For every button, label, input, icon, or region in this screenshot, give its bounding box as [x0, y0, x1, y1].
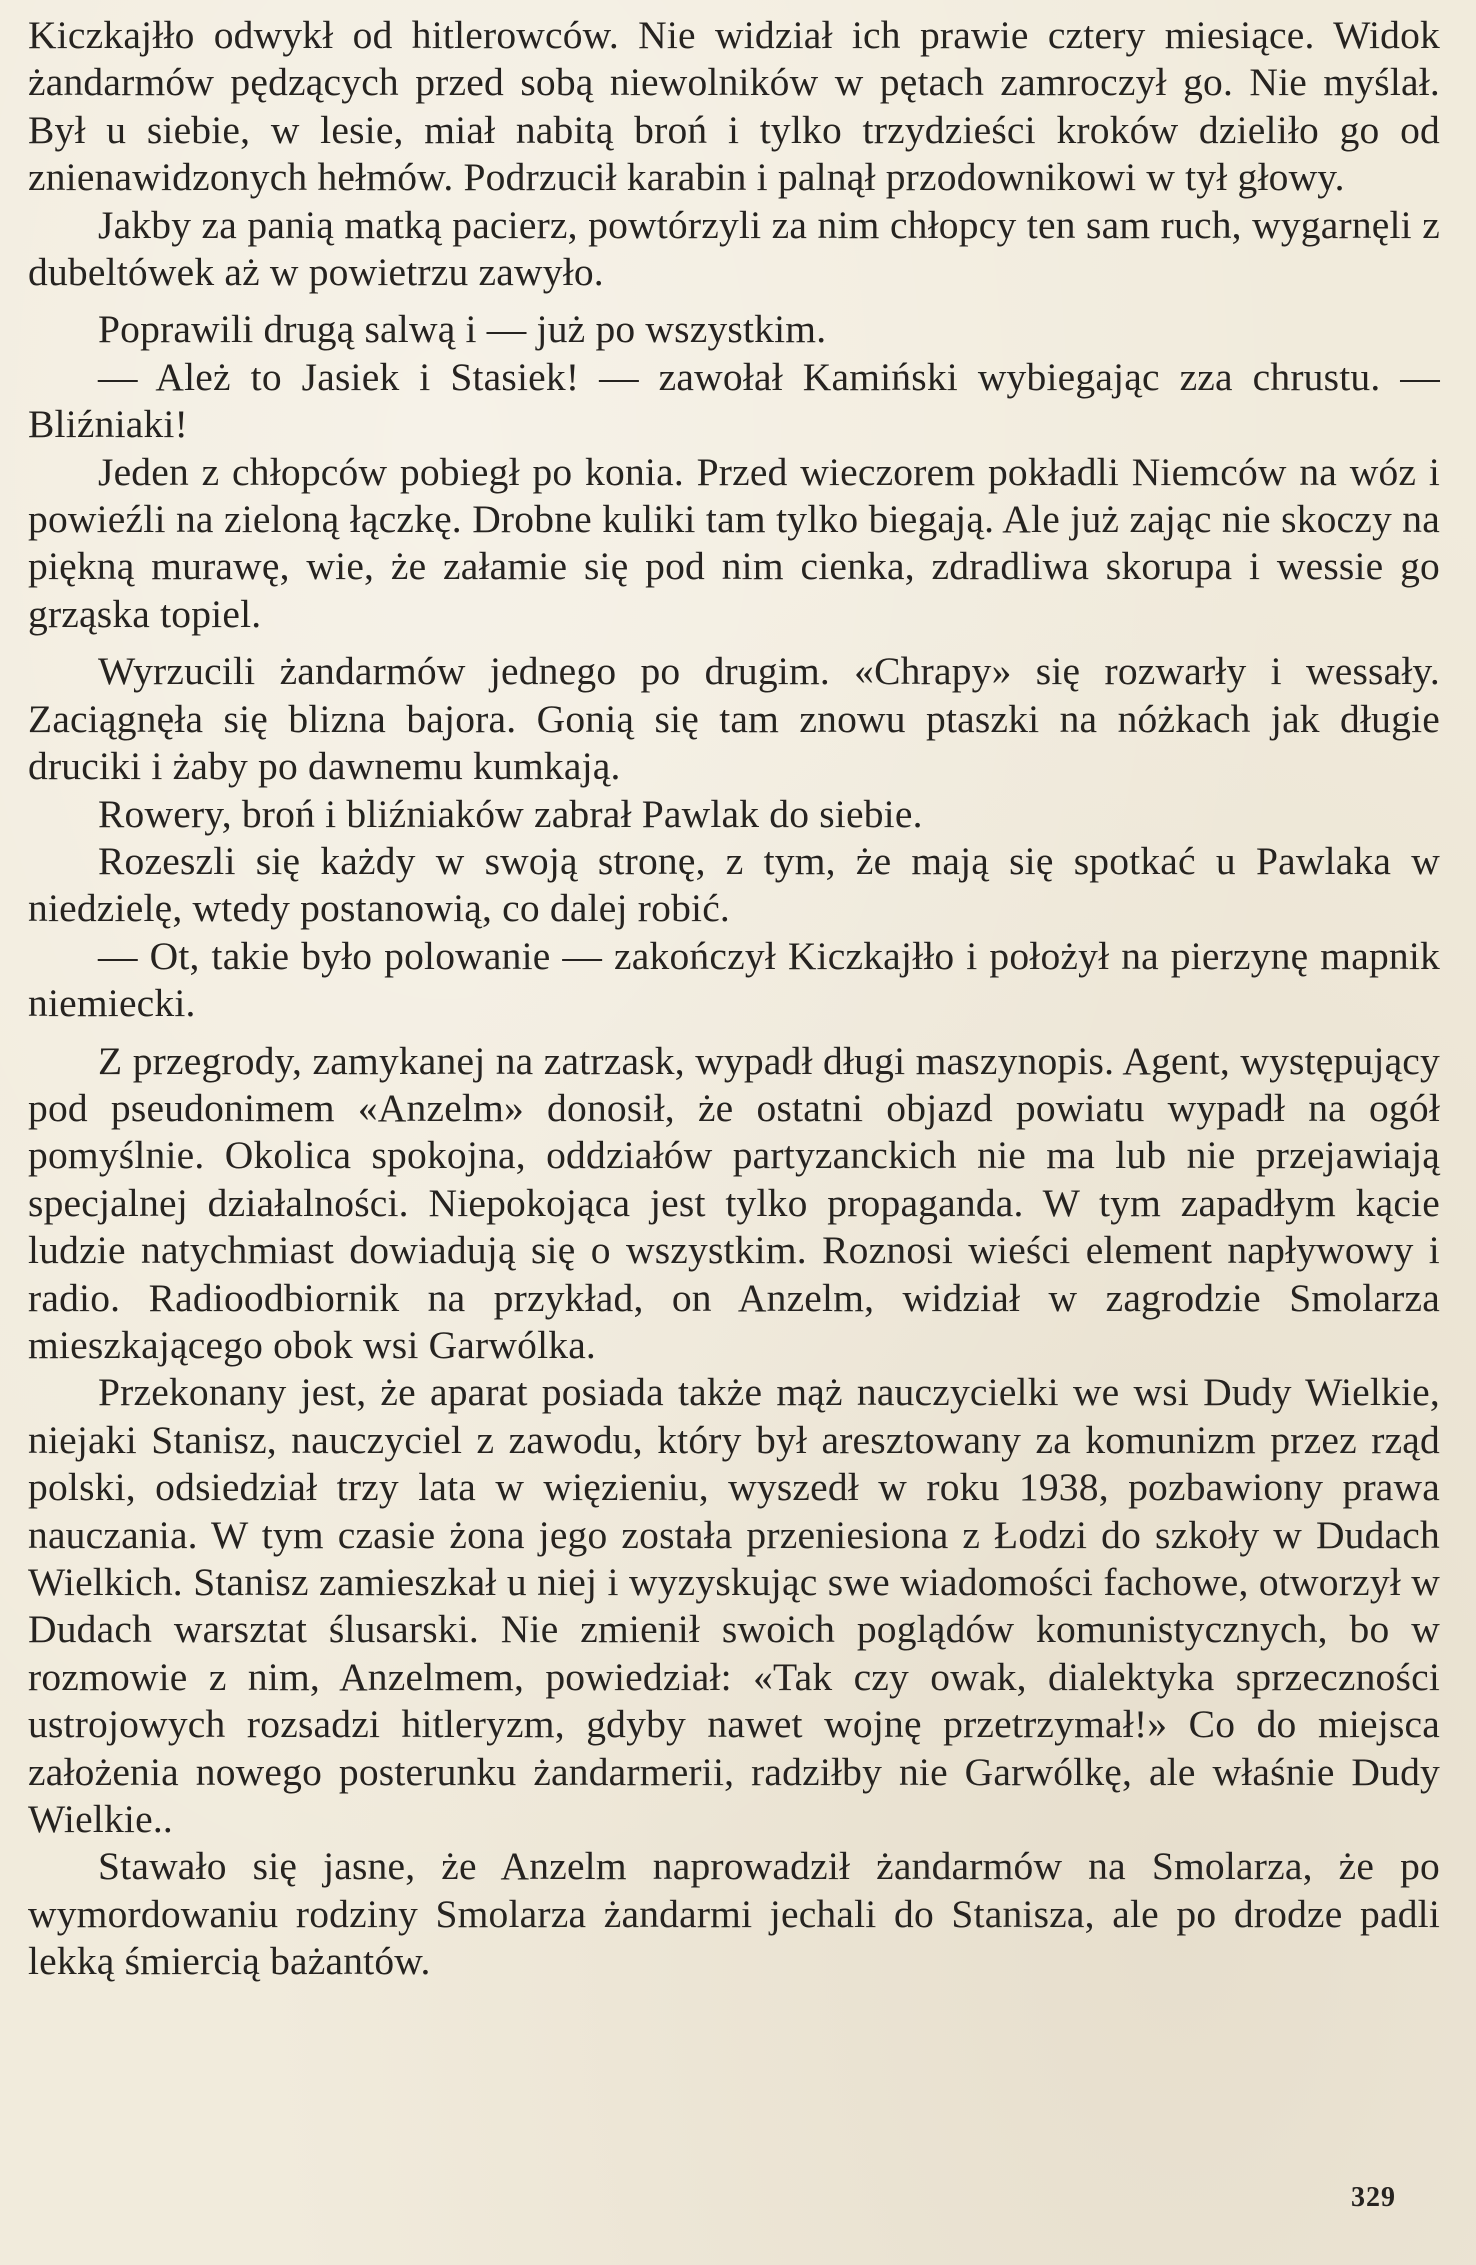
- paragraph: Jeden z chłopców pobiegł po konia. Przed wieczorem pokładli Niemców na wóz i powieźli na zieloną łączkę. Drobne kuliki tam tylko biegają. Ale już zając nie skoczy na piękną murawę, wie, że załamie się pod nim cienka, zdradliwa skorupa i wessie go grząska topiel.: [28, 449, 1440, 636]
- paragraph: Rowery, broń i bliźniaków zabrał Pawlak do siebie.: [98, 791, 923, 836]
- paragraph: Przekonany jest, że aparat posiada także mąż nauczycielki we wsi Dudy Wielkie, niejaki Stanisz, nauczyciel z zawodu, który był aresztowany za komunizm przez rząd polski, odsiedział trzy lata w więzieniu, wyszedł w roku 1938, pozbawiony prawa nauczania. W tym czasie żona jego została przeniesiona z Łodzi do szkoły w Dudach Wielkich. Stanisz zamieszkał u niej i wyzyskując swe wiadomości fachowe, otworzył w Dudach warsztat ślusarski. Nie zmienił swoich poglądów komunistycznych, bo w rozmowie z nim, Anzelmem, powiedział: «Tak czy owak, dialektyka sprzeczności ustrojowych rozsadzi hitleryzm, gdyby nawet wojnę przetrzymał!» Co do miejsca założenia nowego posterunku żandarmerii, radziłby nie Garwólkę, ale właśnie Dudy Wielkie..: [28, 1370, 1440, 1842]
- page-number: 329: [1351, 2182, 1396, 2213]
- paragraph: — Ot, takie było polowanie — zakończył Kiczkajłło i położył na pierzynę mapnik niemiecki.: [28, 933, 1440, 1026]
- paragraph: Poprawili drugą salwą i — już po wszystkim.: [98, 307, 827, 352]
- body-text: [28, 12, 1440, 1986]
- paragraph: Jakby za panią matką pacierz, powtórzyli za nim chłopcy ten sam ruch, wygarnęli z dubeltówek aż w powietrzu zawyło.: [28, 202, 1440, 295]
- paragraph: Stawało się jasne, że Anzelm naprowadził żandarmów na Smolarza, że po wymordowaniu rodziny Smolarza żandarmi jechali do Stanisza, ale po drodze padli lekką śmiercią bażantów.: [28, 1844, 1440, 1984]
- paragraph: Wyrzucili żandarmów jednego po drugim. «Chrapy» się rozwarły i wessały. Zaciągnęła się blizna bajora. Gonią się tam znowu ptaszki na nóżkach jak długie druciki i żaby po dawnemu kumkają.: [28, 649, 1440, 789]
- paragraph: Rozeszli się każdy w swoją stronę, z tym, że mają się spotkać u Pawlaka w niedzielę, wtedy postanowią, co dalej robić.: [28, 838, 1440, 931]
- book-page: [28, 12, 1440, 2242]
- paragraph: — Ależ to Jasiek i Stasiek! — zawołał Kamiński wybiegając zza chrustu. — Bliźniaki!: [28, 354, 1440, 447]
- paragraph: Kiczkajłło odwykł od hitlerowców. Nie widział ich prawie cztery miesiące. Widok żandarmów pędzących przed sobą niewolników w pętach zamroczył go. Nie myślał. Był u siebie, w lesie, miał nabitą broń i tylko trzydzieści kroków dzieliło go od znienawidzonych hełmów. Podrzucił karabin i palnął przodownikowi w tył głowy.: [28, 13, 1440, 200]
- paragraph: Z przegrody, zamykanej na zatrzask, wypadł długi maszynopis. Agent, występujący pod pseudonimem «Anzelm» donosił, że ostatni objazd powiatu wypadł na ogół pomyślnie. Okolica spokojna, oddziałów partyzanckich nie ma lub nie przejawiają specjalnej działalności. Niepokojąca jest tylko propaganda. W tym zapadłym kącie ludzie natychmiast dowiadują się o wszystkim. Roznosi wieści element napływowy i radio. Radioodbiornik na przykład, on Anzelm, widział w zagrodzie Smolarza mieszkającego obok wsi Garwólka.: [28, 1038, 1440, 1367]
